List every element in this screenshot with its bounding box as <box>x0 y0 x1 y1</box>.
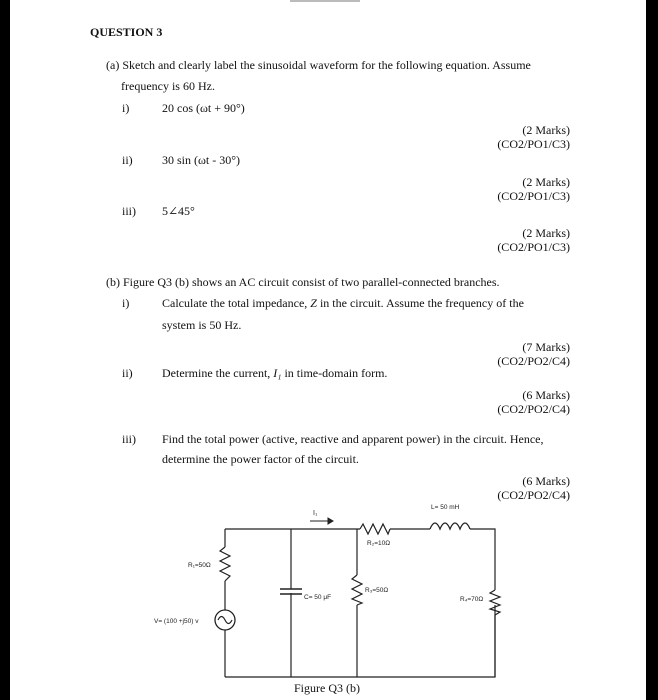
resistor-r2 <box>360 524 390 534</box>
resistor-r1 <box>220 547 230 581</box>
text-segment: in the circuit. Assume the frequency of the <box>316 296 524 310</box>
co-label: (CO2/PO1/C3) <box>497 189 570 203</box>
text-segment: Calculate the total impedance, <box>162 296 311 310</box>
marks-label: (6 Marks) <box>522 474 570 488</box>
part-b-item-3-line2: determine the power factor of the circuit. <box>162 452 359 466</box>
part-a-item-3-expr: 5∠45° <box>162 204 195 218</box>
r1-label: R₁=50Ω <box>188 562 211 569</box>
co-label: (CO2/PO2/C4) <box>497 488 570 502</box>
current-label: I₁ <box>313 510 318 517</box>
part-a-item-1-num: i) <box>122 101 130 115</box>
question-heading: QUESTION 3 <box>90 25 163 39</box>
part-b-item-1-num: i) <box>122 296 130 310</box>
part-b-item-3-num: iii) <box>122 432 136 446</box>
part-b-item-1-line2: system is 50 Hz. <box>162 318 242 332</box>
marks-label: (2 Marks) <box>522 123 570 137</box>
co-label: (CO2/PO2/C4) <box>497 354 570 368</box>
marks-label: (6 Marks) <box>522 388 570 402</box>
part-a-item-1-expr: 20 cos (ωt + 90°) <box>162 101 245 115</box>
ac-source-symbol <box>215 610 235 630</box>
page-top-edge <box>10 0 646 6</box>
part-a-item-3-marks <box>497 226 570 254</box>
co-label: (CO2/PO1/C3) <box>497 240 570 254</box>
part-b-item-2-line1 <box>162 366 387 381</box>
capacitor-label: C= 50 μF <box>304 594 332 601</box>
part-a-item-3-num: iii) <box>122 204 136 218</box>
variable-i1: I₁ <box>273 366 282 380</box>
marks-label: (2 Marks) <box>522 175 570 189</box>
part-b-item-1-line1 <box>162 296 524 311</box>
part-a-item-1-marks <box>497 123 570 151</box>
part-b-intro: (b) Figure Q3 (b) shows an AC circuit consist of two parallel-connected branches. <box>106 275 500 289</box>
current-arrow <box>310 518 333 524</box>
bottom-wire <box>225 605 495 677</box>
part-a-item-2-marks <box>497 175 570 203</box>
marks-label: (7 Marks) <box>522 340 570 354</box>
variable-z: Z <box>310 296 317 310</box>
inductor-l <box>430 523 470 529</box>
part-b-item-2-marks <box>497 388 570 416</box>
part-a-intro-line1: (a) Sketch and clearly label the sinusoidal waveform for the following equation. Assume <box>106 58 531 72</box>
r3-label: R₃=50Ω <box>365 587 389 594</box>
part-a-item-2-num: ii) <box>122 153 133 167</box>
figure-caption: Figure Q3 (b) <box>294 681 360 695</box>
r4-label: R₄=70Ω <box>460 596 484 603</box>
part-b-item-2-num: ii) <box>122 366 133 380</box>
resistor-r3 <box>352 575 362 605</box>
part-b-item-3-line1: Find the total power (active, reactive and apparent power) in the circuit. Hence, <box>162 432 544 446</box>
r2-label: R₂=10Ω <box>367 540 391 547</box>
exam-page <box>10 0 646 700</box>
part-a-item-2-expr: 30 sin (ωt - 30°) <box>162 153 241 167</box>
circuit-diagram <box>10 495 646 700</box>
marks-label: (2 Marks) <box>522 226 570 240</box>
co-label: (CO2/PO1/C3) <box>497 137 570 151</box>
source-label: V= (100 +j50) v <box>154 618 199 625</box>
co-label: (CO2/PO2/C4) <box>497 402 570 416</box>
inductor-label: L= 50 mH <box>431 504 460 511</box>
part-b-item-1-marks <box>497 340 570 368</box>
part-a-intro-line2: frequency is 60 Hz. <box>121 79 215 93</box>
text-segment: in time-domain form. <box>281 366 388 380</box>
top-right-wire <box>470 529 495 590</box>
text-segment: Determine the current, <box>162 366 274 380</box>
